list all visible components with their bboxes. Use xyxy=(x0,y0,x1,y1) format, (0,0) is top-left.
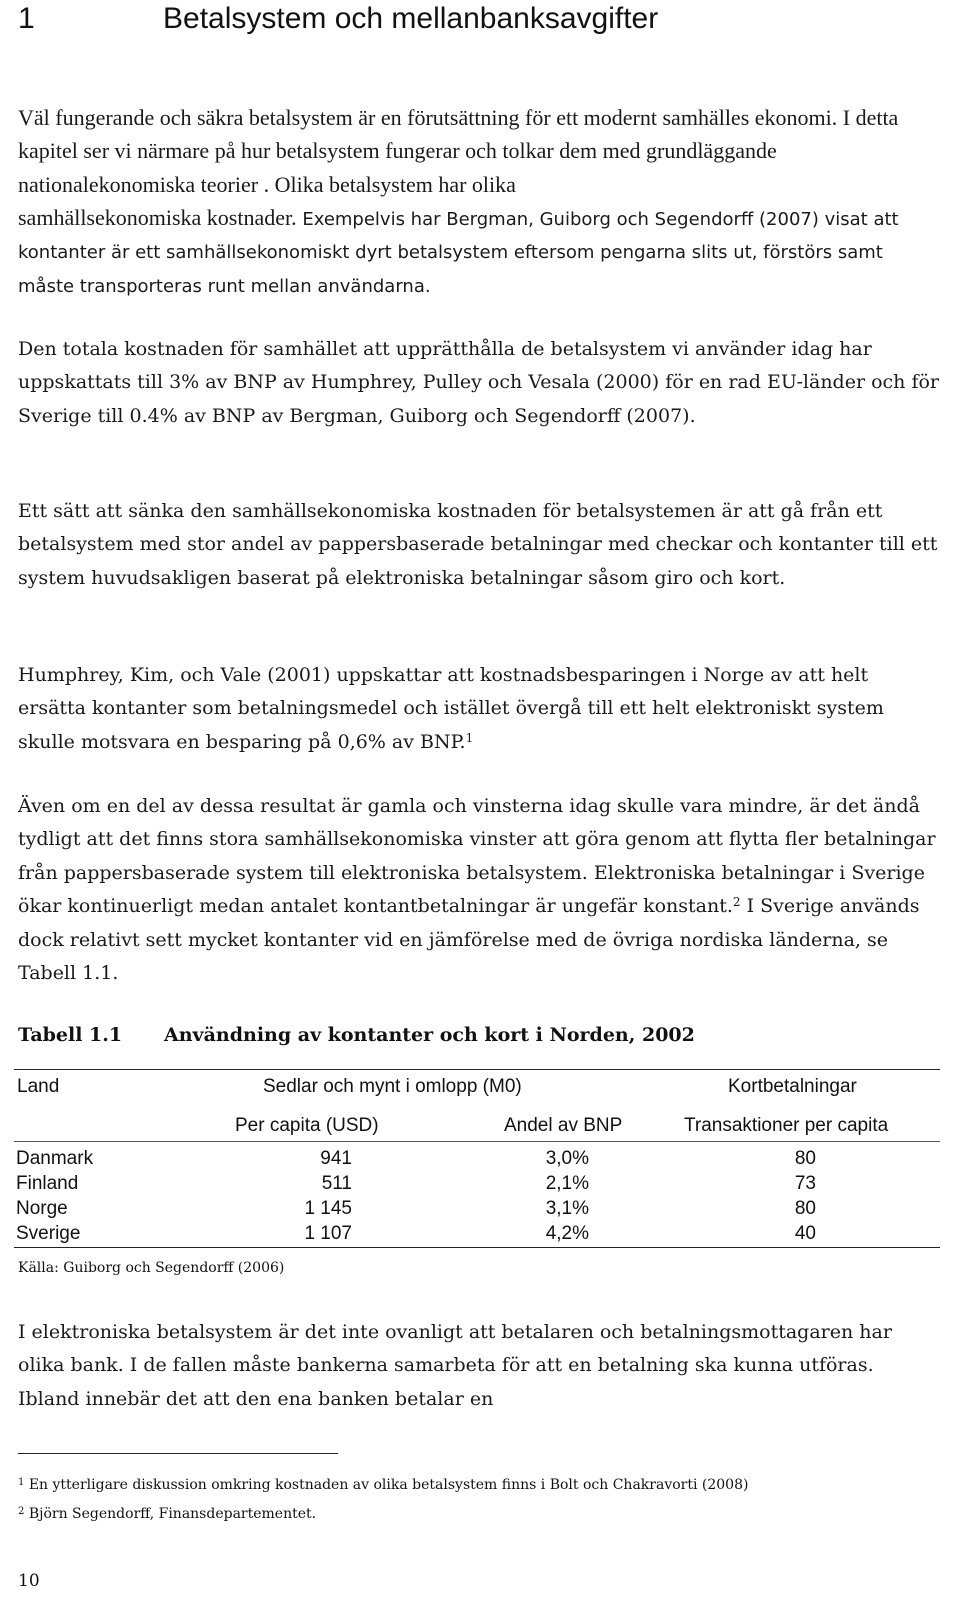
paragraph-1a xyxy=(18,101,940,203)
footnote-ref-2[interactable]: 2 xyxy=(732,895,741,910)
paragraph-1b-lead: samhällsekonomiska kostnader. xyxy=(18,205,297,230)
header-transaktioner: Transaktioner per capita xyxy=(684,1115,889,1136)
table-title: Användning av kontanter och kort i Norden, 2002 xyxy=(164,1024,695,1046)
header-andel: Andel av BNP xyxy=(504,1115,623,1136)
table-source: Källa: Guiborg och Segendorff (2006) xyxy=(18,1260,285,1276)
cell-per-capita: 511 xyxy=(321,1173,352,1194)
paragraph-5-text-b: I Sverige används dock relativt sett mycket kontanter vid en jämförelse med de övriga nordiska länderna, se Tabell 1.1. xyxy=(18,895,920,985)
chapter-heading xyxy=(18,0,658,38)
header-sedlar: Sedlar och mynt i omlopp (M0) xyxy=(263,1076,522,1097)
table-row xyxy=(14,1222,940,1247)
table-caption xyxy=(18,1019,695,1051)
paragraph-4-text: Humphrey, Kim, och Vale (2001) uppskattar att kostnadsbesparingen i Norge av att helt ersätta kontanter som betalningsmedel och istället övergå till ett helt elektroniskt system skulle motsvara en besparing på 0,6% av BNP. xyxy=(18,664,884,753)
table-label: Tabell 1.1 xyxy=(18,1024,123,1046)
footnote-1-text: En ytterligare diskussion omkring kostnaden av olika betalsystem finns i Bolt och Chakravorti (2008) xyxy=(28,1477,749,1493)
paragraph-6: I elektroniska betalsystem är det inte ovanligt att betalaren och betalningsmottagaren har olika bank. I de fallen måste bankerna samarbeta för att en betalning ska kunna utföras. Ibland innebär det att den ena banken betalar en xyxy=(18,1321,892,1410)
cell-andel: 4,2% xyxy=(545,1223,589,1244)
cell-transaktioner: 80 xyxy=(794,1148,816,1169)
paragraph-5 xyxy=(18,790,940,990)
cell-land: Norge xyxy=(16,1198,68,1219)
footnote-1 xyxy=(18,1474,748,1496)
table-row xyxy=(14,1172,940,1197)
paragraph-2: Den totala kostnaden för samhället att upprätthålla de betalsystem vi använder idag har uppskattats till 3% av BNP av Humphrey, Pulley och Vesala (2000) för en rad EU-länder och för Sverige till 0.4% av BNP av Bergman, Guiborg och Segendorff (2007). xyxy=(18,338,939,427)
cell-land: Finland xyxy=(16,1173,79,1194)
table-rule-mid xyxy=(14,1141,940,1142)
paragraph-5-text-a: Även om en del av dessa resultat är gamla och vinsterna idag skulle vara mindre, är det ändå tydligt att det finns stora samhällsekonomiska vinster att göra genom att flytta fler betalningar från pappersbaserade system till elektroniska betalsystem. Elektroniska betalningar i Sverige ökar kontinuerligt medan antalet kontantbetalningar är ungefär konstant. xyxy=(18,795,936,918)
cell-land: Danmark xyxy=(16,1148,94,1169)
cell-transaktioner: 80 xyxy=(794,1198,816,1219)
cell-andel: 3,0% xyxy=(545,1148,589,1169)
header-kort: Kortbetalningar xyxy=(728,1076,857,1097)
table-row xyxy=(14,1147,940,1172)
paragraph-1b-text: Exempelvis har Bergman, Guiborg och Segendorff (2007) visat att kontanter är ett samhällsekonomiskt dyrt betalsystem eftersom pengarna slits ut, förstörs samt måste transporteras runt mellan användarna. xyxy=(18,209,899,297)
table-row xyxy=(14,1197,940,1222)
table-rule-top xyxy=(14,1069,940,1070)
header-land: Land xyxy=(17,1076,60,1097)
footnote-2-text: Björn Segendorff, Finansdepartementet. xyxy=(28,1506,317,1522)
footnote-1-mark: 1 xyxy=(18,1477,25,1488)
paragraph-4 xyxy=(18,659,940,759)
table-rule-bottom xyxy=(14,1247,940,1248)
cell-per-capita: 941 xyxy=(320,1148,352,1169)
page-number: 10 xyxy=(18,1571,40,1591)
header-per-capita: Per capita (USD) xyxy=(235,1115,379,1136)
cell-andel: 3,1% xyxy=(545,1198,589,1219)
footnote-divider xyxy=(18,1453,338,1454)
footnote-ref-1[interactable]: 1 xyxy=(465,730,474,745)
footnote-2 xyxy=(18,1503,316,1525)
paragraph-1b xyxy=(18,201,940,303)
cell-transaktioner: 40 xyxy=(794,1223,816,1244)
cell-land: Sverige xyxy=(16,1223,81,1244)
chapter-number: 1 xyxy=(18,2,35,35)
paragraph-1a-text: Väl fungerande och säkra betalsystem är en förutsättning för ett modernt samhälles ekonomi. I detta kapitel ser vi närmare på hur betalsystem fungerar och tolkar dem med grundläggande nationalekonomiska teorier . Olika betalsystem har olika xyxy=(18,105,899,197)
paragraph-3: Ett sätt att sänka den samhällsekonomiska kostnaden för betalsystemen är att gå från ett betalsystem med stor andel av pappersbaserade betalningar med checkar och kontanter till ett system huvudsakligen baserat på elektroniska betalningar såsom giro och kort. xyxy=(18,500,938,589)
cell-per-capita: 1 145 xyxy=(304,1198,352,1219)
cell-transaktioner: 73 xyxy=(794,1173,816,1194)
cell-andel: 2,1% xyxy=(545,1173,589,1194)
chapter-title: Betalsystem och mellanbanksavgifter xyxy=(163,2,659,35)
footnote-2-mark: 2 xyxy=(18,1506,25,1517)
cell-per-capita: 1 107 xyxy=(304,1223,352,1244)
